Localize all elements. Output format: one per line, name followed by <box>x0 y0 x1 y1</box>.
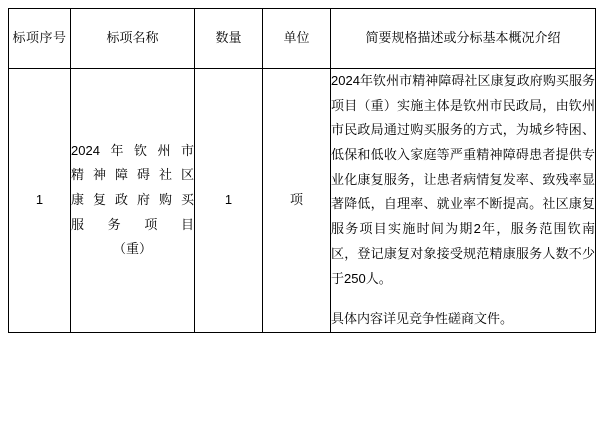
procurement-spec-table <box>8 8 596 333</box>
column-header-description: 简要规格描述或分标基本概况介绍 <box>331 9 596 69</box>
cell-index: 1 <box>9 69 71 333</box>
cell-name-line: 2024年钦州市 <box>71 142 194 158</box>
cell-name-line: （重） <box>112 241 152 257</box>
column-header-unit: 单位 <box>263 9 331 69</box>
cell-unit: 项 <box>263 69 331 333</box>
table-row <box>9 69 596 333</box>
cell-name-line: 康复政府购买 <box>71 192 194 208</box>
description-paragraph: 具体内容详见竞争性磋商文件。 <box>331 311 514 327</box>
column-header-quantity: 数量 <box>195 9 263 69</box>
column-header-name: 标项名称 <box>71 9 195 69</box>
table-header-row <box>9 9 596 69</box>
cell-name-line: 服 务 项 目 <box>71 216 194 232</box>
column-header-index: 标项序号 <box>9 9 71 69</box>
description-paragraph: 2024年钦州市精神障碍社区康复政府购买服务项目（重）实施主体是钦州市民政局，由钦州市民政局通过购买服务的方式，为城乡特困、低保和低收入家庭等严重精神障碍患者提供专业化康复服务，让患者病情复发率、致残率显著降低，自理率、就业率不断提高。社区康复服务项目实施时间为期2年，服务范围钦南区，登记康复对象接受规范精康服务人数不少于250人。 <box>331 73 595 286</box>
cell-description <box>331 69 596 333</box>
cell-quantity: 1 <box>195 69 263 333</box>
table-header <box>9 9 596 69</box>
cell-name-lines <box>71 139 194 262</box>
table-body <box>9 69 596 333</box>
cell-name-line: 精神障碍社区 <box>71 167 194 183</box>
cell-name <box>71 69 195 333</box>
